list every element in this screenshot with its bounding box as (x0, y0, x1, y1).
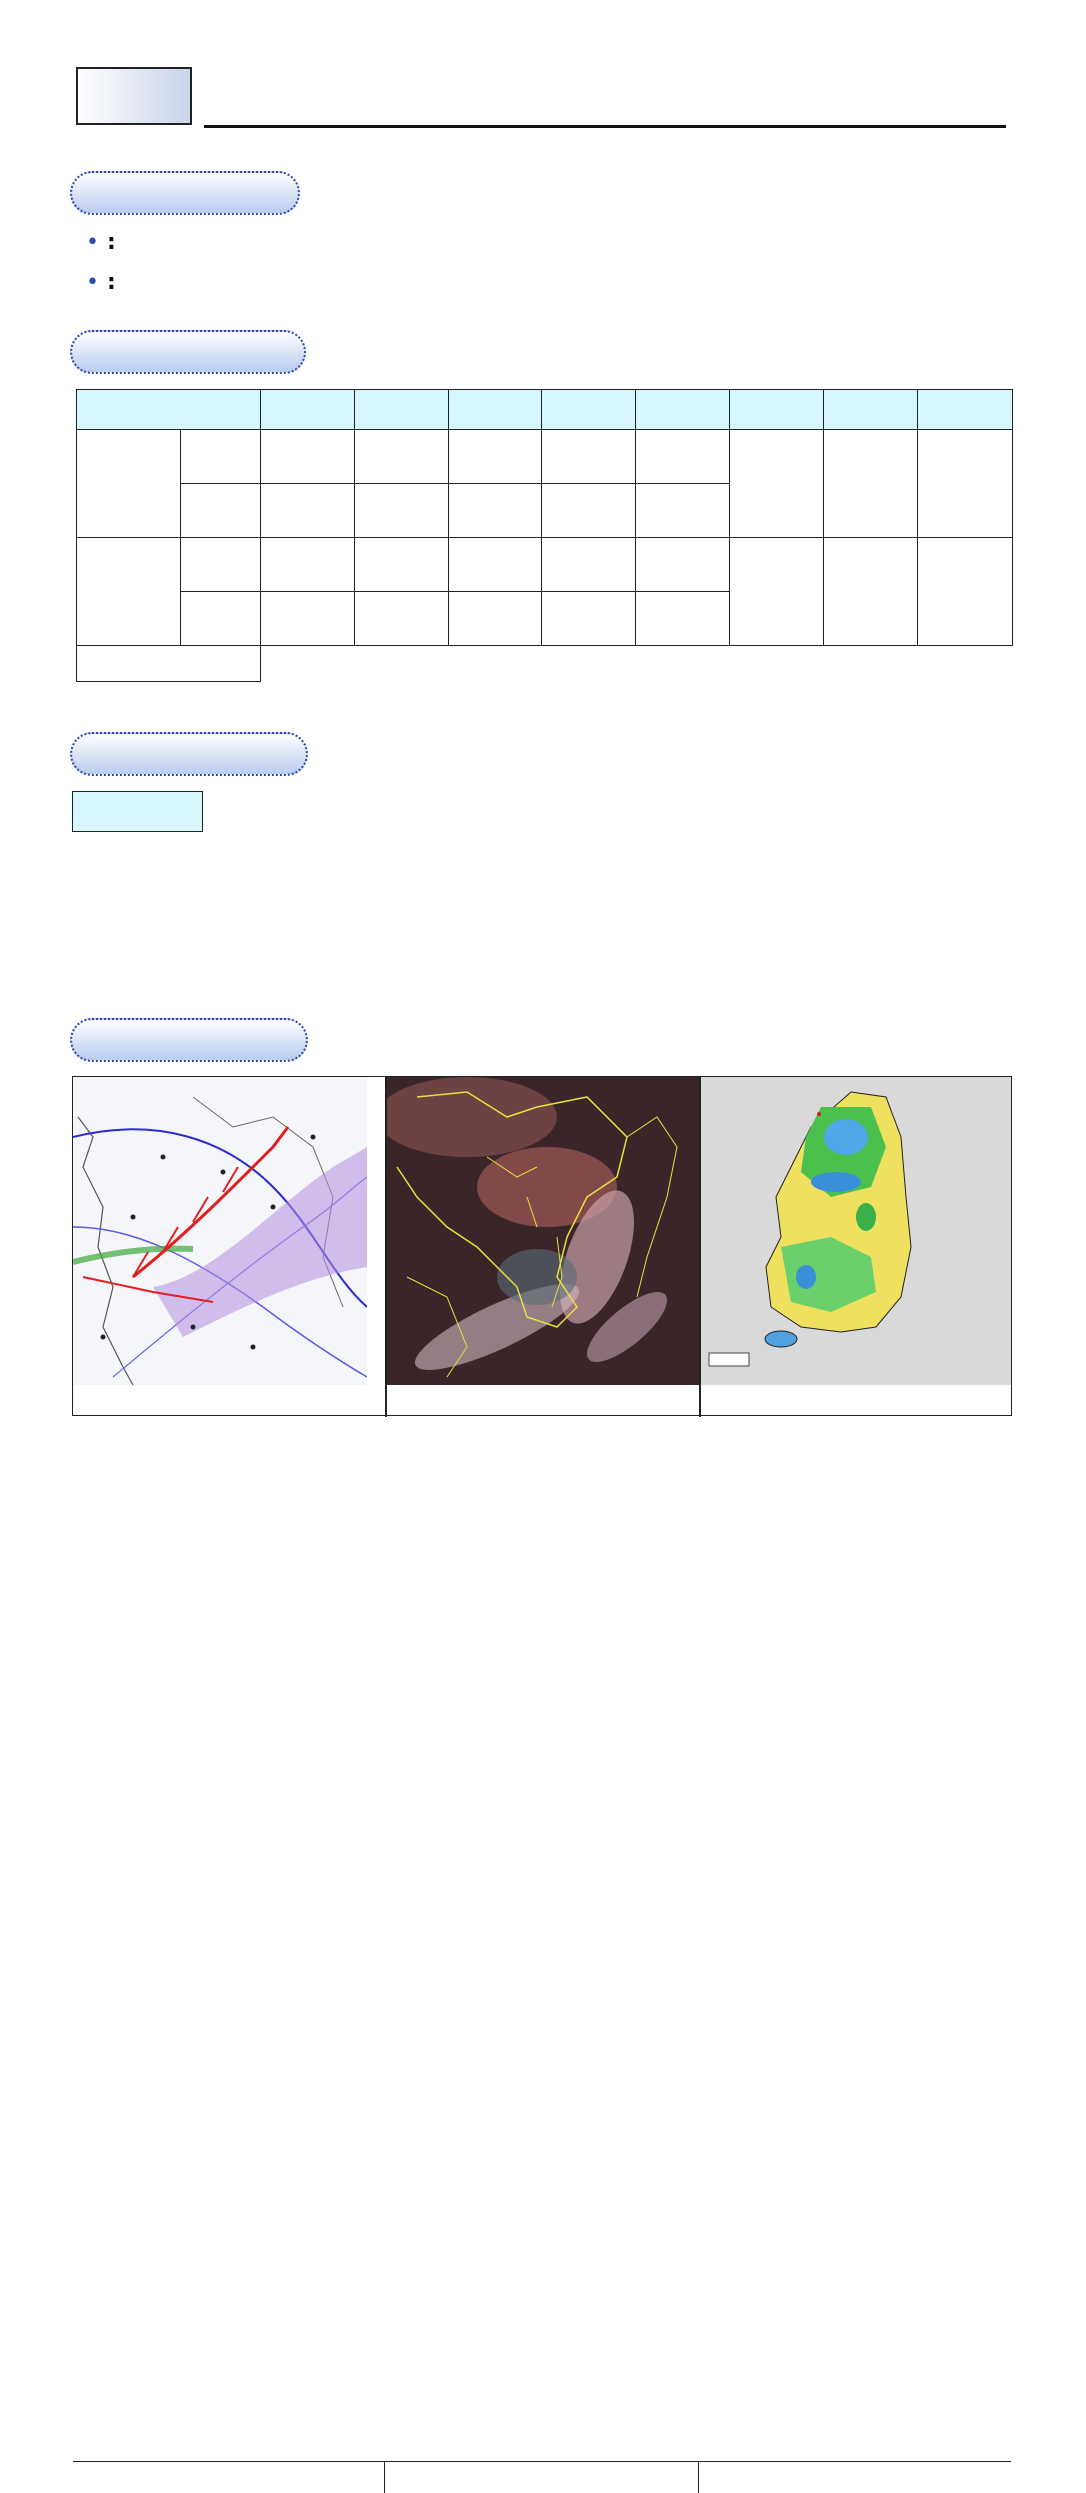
forecast-cell (824, 538, 918, 646)
forecast-cell (448, 538, 542, 592)
seoul-temp-row (77, 646, 1013, 682)
forecast-cell (260, 430, 354, 484)
title-underline (204, 125, 1006, 128)
sea-header-row (73, 792, 1019, 832)
land-header-label (77, 390, 261, 430)
forecast-cell (636, 430, 730, 484)
region-south (77, 538, 181, 646)
forecast-cell (354, 430, 448, 484)
forecast-cell (636, 484, 730, 538)
day-header (824, 390, 918, 430)
forecast-cell (824, 430, 918, 538)
forecast-cell (730, 538, 824, 646)
land-header-row (77, 390, 1013, 430)
central-am-row (77, 430, 1013, 484)
forecast-cell (260, 484, 354, 538)
sea-forecast-table (72, 791, 1018, 832)
weather-images-panel (72, 1076, 1012, 1416)
forecast-cell (542, 484, 636, 538)
day-header (542, 390, 636, 430)
forecast-cell (448, 592, 542, 646)
period-pm (180, 484, 260, 538)
period-am (180, 538, 260, 592)
day-header (918, 390, 1013, 430)
forecast-cell (542, 430, 636, 484)
section-pill-sea (70, 732, 308, 776)
forecast-cell (636, 592, 730, 646)
forecast-cell (354, 592, 448, 646)
day-header (730, 390, 824, 430)
warning-item-2: • : (86, 270, 116, 295)
rainfall-map-image (701, 1077, 1011, 1385)
forecast-cell (542, 538, 636, 592)
forecast-cell (354, 484, 448, 538)
caption-satellite (385, 2461, 699, 2493)
forecast-cell (260, 538, 354, 592)
weather-chart-image (73, 1077, 367, 1385)
satellite-image (387, 1077, 699, 1385)
reference-tag (76, 67, 192, 125)
forecast-cell (448, 430, 542, 484)
section-pill-images (70, 1018, 308, 1062)
day-header (636, 390, 730, 430)
day-header (448, 390, 542, 430)
forecast-cell (730, 430, 824, 538)
caption-rainfall (699, 2461, 1011, 2493)
region-central (77, 430, 181, 538)
forecast-cell (260, 592, 354, 646)
bullet-icon: • (86, 230, 99, 255)
warning-item-1: • : (86, 230, 116, 255)
day-header (260, 390, 354, 430)
day-header (354, 390, 448, 430)
section-pill-warning (70, 171, 300, 215)
forecast-cell (636, 538, 730, 592)
caption-weather-chart (73, 2461, 385, 2493)
period-pm (180, 592, 260, 646)
bullet-icon: • (86, 270, 99, 295)
period-am (180, 430, 260, 484)
forecast-cell (918, 538, 1013, 646)
sea-header-label (73, 792, 203, 832)
forecast-cell (542, 592, 636, 646)
seoul-temp-label (77, 646, 261, 682)
south-am-row (77, 538, 1013, 592)
forecast-cell (448, 484, 542, 538)
forecast-cell (918, 430, 1013, 538)
land-forecast-table (76, 389, 1013, 682)
forecast-cell (354, 538, 448, 592)
section-pill-land (70, 330, 306, 374)
